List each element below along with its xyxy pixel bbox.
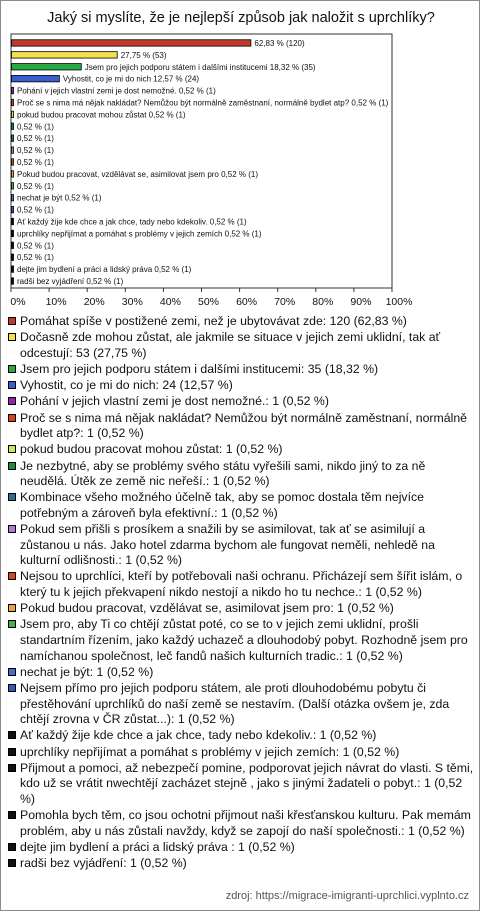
legend-label: Dočasně zde mohou zůstat, ale jakmile se situace v jejich zemi uklidní, tak ať odcestují: 53 (27,75 %) [20,330,441,360]
bar [12,87,14,93]
legend-label: Jsem pro jejich podporu státem i dalšími institucemi: 35 (18,32 %) [20,361,379,376]
legend-item [8,728,474,744]
bar-label: 0,52 % (1) [17,158,54,167]
bar-label: 0,52 % (1) [17,181,54,191]
legend-label: Pomáhat spíše v postižené zemi, než je ubytovávat zde: 120 (62,83 %) [20,314,407,328]
legend-label: dejte jim bydlení a práci a lidský práva : 1 (0,52 %) [20,839,295,854]
legend-item [8,522,474,569]
legend-swatch [8,414,16,422]
legend-item [8,808,474,839]
x-tick-label: 70% [274,296,296,308]
bar [12,242,14,248]
legend-swatch [8,748,16,756]
legend-swatch [8,604,16,612]
bar-label: Vyhostit, co je mi do nich 12,57 % (24) [62,74,200,84]
legend-item [8,362,474,378]
x-tick-label: 80% [312,296,334,308]
plot-area [11,34,392,288]
legend-item [8,459,474,490]
legend-label: Proč se s nima má nějak nakládat? Nemůžou být normálně zaměstnaní, normálně bydlet atp?: 1 (0,52 %) [20,410,468,441]
bar [12,135,14,141]
bar [12,147,14,153]
legend-item [8,442,474,458]
bar [12,75,60,81]
legend-swatch [8,317,16,325]
legend-swatch [8,462,16,470]
legend-label: Ať každý žije kde chce a jak chce, tady nebo kdekoliv.: 1 (0,52 %) [20,728,377,743]
legend-label: Kombinace všeho možného účelně tak, aby se pomoc dostala těm nejvíce potřebným a zároveň byla efektivní.: 1 (0,52 %) [20,490,424,520]
bar [12,254,14,260]
legend-item [8,761,474,808]
bar [12,266,14,272]
x-tick-label: 20% [83,296,105,308]
legend-item [8,617,474,664]
legend-swatch [8,764,16,772]
legend-swatch [8,811,16,819]
legend-swatch [8,668,16,676]
bar [12,99,14,105]
bar-label: nechat je být 0,52 % (1) [17,193,102,203]
legend-item [8,330,474,361]
legend-item [8,601,474,617]
legend-item [8,745,474,761]
bar [12,123,14,129]
legend-item [8,490,474,521]
bar [12,171,14,177]
legend-label: Přijmout a pomoci, až nebezpečí pomine, podporovat jejich návrat do vlasti. S těmi, kdo už se vrátit nwechtějí zacházet stejně , jako s jinými žadateli o pobyt.: 1 (0,52 %) [20,760,474,806]
legend-item [8,378,474,394]
legend-label: Pohání v jejich vlastní zemi je dost nemožné.: 1 (0,52 %) [20,394,329,409]
bar [12,159,14,165]
legend-item [8,840,474,856]
legend-label: pokud budou pracovat mohou zůstat: 1 (0,52 %) [20,442,283,457]
legend-item [8,665,474,681]
legend-swatch [8,843,16,851]
legend-swatch [8,684,16,692]
bar-label: uprchlíky nepřijímat a pomáhat s problémy v jejich zemích 0,52 % (1) [17,229,262,239]
bar-label: 0,52 % (1) [17,146,54,156]
bar-label: 27,75 % (53) [120,50,167,60]
bar-label: pokud budou pracovat mohou zůstat 0,52 % (1) [17,110,186,120]
legend-item [8,856,474,872]
legend-swatch [8,525,16,533]
bar [12,111,14,117]
legend-label: Pokud budou pracovat, vzdělávat se, asimilovat jsem pro: 1 (0,52 %) [20,601,394,616]
bar-label: Pokud budou pracovat, vzdělávat se, asimilovat jsem pro 0,52 % (1) [17,169,259,179]
legend-label: Jsem pro, aby Ti co chtějí zůstat poté, co se to v jejich zemi uklidní, prošli standartním řízením, jako každý uchazeč a dlouhodobý pobyt. Rozhodně jsem pro namíchanou společnost, leč fandů našich kulturních tradic.: 1 (0,52 %) [20,617,468,663]
bar [12,183,14,189]
legend-item [8,681,474,728]
source-note: zdroj: https://migrace-imigranti-uprchlici.vyplnto.cz [225,890,469,902]
legend-label: Pokud sem přišli s prosíkem a snažili by se asimilovat, tak ať se asimilují a zůstanou u nás. Jako hotel zdarma bychom ale fungovat neměli, nehledě na kulturní odlišnosti.: 1 (0,52 %) [20,522,435,568]
bar-label: Jsem pro jejich podporu státem i dalšími institucemi 18,32 % (35) [84,62,316,72]
x-tick-label: 0% [10,296,26,308]
bar [12,64,82,70]
legend-swatch [8,731,16,739]
bar [12,230,14,236]
x-tick-label: 40% [159,296,181,308]
bar-label: Ať každý žije kde chce a jak chce, tady nebo kdekoliv. 0,52 % (1) [17,217,247,227]
bar-label: 0,52 % (1) [17,122,54,132]
bar-plot [1,1,480,311]
chart-title: Jaký si myslíte, že je nejlepší způsob jak naložit s uprchlíky? [47,10,435,26]
bar-label: 0,52 % (1) [17,205,54,215]
legend-item [8,569,474,600]
legend-swatch [8,365,16,373]
bar [12,195,14,201]
legend [8,314,474,872]
legend-label: radši bez vyjádření: 1 (0,52 %) [20,856,187,871]
bar-label: 62,83 % (120) [254,38,305,48]
legend-label: uprchlíky nepřijímat a pomáhat s problémy v jejich zemích: 1 (0,52 %) [20,744,400,759]
x-tick-label: 10% [45,296,67,308]
legend-swatch [8,620,16,628]
bar-label: radši bez vyjádření 0,52 % (1) [17,277,124,287]
legend-item [8,411,474,442]
legend-label: Pomohla bych těm, co jsou ochotni přijmout naši křesťanskou kulturu. Pak memám problém, aby u nás zůstali navždy, když se zapojí do naší společnosti.: 1 (0,52 %) [20,808,471,838]
bar-label: Pohání v jejich vlastní zemi je dost nemožné. 0,52 % (1) [17,86,216,96]
legend-swatch [8,397,16,405]
legend-swatch [8,333,16,341]
x-tick-label: 50% [197,296,220,308]
x-tick-label: 30% [121,296,143,308]
bar-label: dejte jim bydlení a práci a lidský práva 0,52 % (1) [17,265,192,275]
bar [12,52,118,58]
legend-swatch [8,572,16,580]
legend-label: Nejsem přímo pro jejich podporu státem, ale proti dlouhodobému pobytu či přestěhování uprchlíků do naší země se nestavím. (Další otázka ovšem je, zda chtějí zrovna v ČR zůstat...): 1 (0,52 %) [20,680,450,727]
legend-item [8,394,474,410]
bar-label: 0,52 % (1) [17,253,54,263]
bar [12,278,14,284]
bar [12,218,14,224]
x-tick-label: 60% [236,296,258,308]
bar-label: 0,52 % (1) [17,134,54,144]
x-tick-label: 90% [350,296,372,308]
legend-label: Je nezbytné, aby se problémy svého státu vyřešili sami, nikdo jiný to za ně neudělá. Útěk ze země nic neřeší.: 1 (0,52 %) [20,458,426,489]
bar [12,40,251,46]
legend-swatch [8,859,16,867]
x-tick-label: 100% [385,296,413,308]
legend-swatch [8,445,16,453]
bar-label: Proč se s nima má nějak nakládat? Nemůžou být normálně zaměstnaní, normálně bydlet atp? 0,52 % (1) [17,98,389,108]
bar-label: 0,52 % (1) [17,241,54,251]
legend-label: Nejsou to uprchlíci, kteří by potřebovali naši ochranu. Přicházejí sem šířit islám, o který tu k jejich překvapení nikdo nestojí a nikdo ho tu nechce.: 1 (0,52 %) [20,569,463,600]
legend-label: nechat je být: 1 (0,52 %) [20,664,154,679]
bar [12,206,14,212]
legend-swatch [8,381,16,389]
legend-item [8,314,474,330]
legend-swatch [8,493,16,501]
legend-label: Vyhostit, co je mi do nich: 24 (12,57 %) [20,378,233,393]
